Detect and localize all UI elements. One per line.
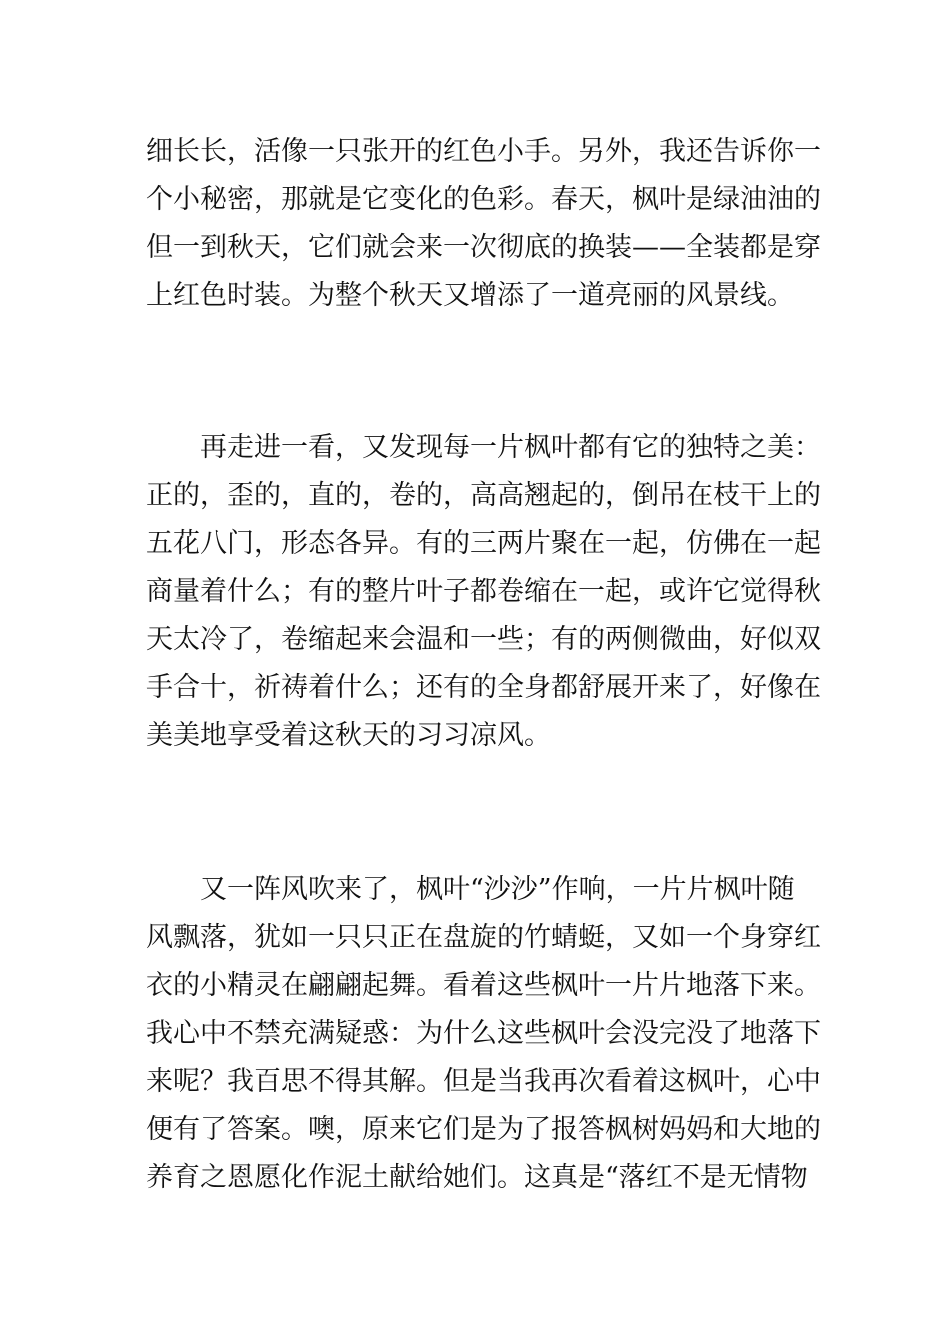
- text-line: 上红色时装。为整个秋天又增添了一道亮丽的风景线。: [146, 280, 794, 311]
- text-line: 美美地享受着这秋天的习习凉风。: [146, 720, 551, 751]
- text-line: 来呢？我百思不得其解。但是当我再次看着这枫叶，心中: [146, 1066, 821, 1097]
- paragraph-3: [146, 866, 821, 1202]
- text-line: 个小秘密，那就是它变化的色彩。春天，枫叶是绿油油的: [146, 184, 821, 215]
- text-line: 但一到秋天，它们就会来一次彻底的换装——全装都是穿: [146, 232, 821, 263]
- text-line: 天太冷了，卷缩起来会温和一些；有的两侧微曲，好似双: [146, 624, 821, 655]
- text-line: 商量着什么；有的整片叶子都卷缩在一起，或许它觉得秋: [146, 576, 821, 607]
- text-line: 手合十，祈祷着什么；还有的全身都舒展开来了，好像在: [146, 672, 821, 703]
- text-line: 衣的小精灵在翩翩起舞。看着这些枫叶一片片地落下来。: [146, 970, 821, 1001]
- paragraph-1: [146, 128, 821, 320]
- text-line: 风飘落，犹如一只只正在盘旋的竹蜻蜓，又如一个身穿红: [146, 922, 821, 953]
- text-line: 五花八门，形态各异。有的三两片聚在一起，仿佛在一起: [146, 528, 821, 559]
- paragraph-2: [146, 424, 821, 760]
- text-line: 养育之恩愿化作泥土献给她们。这真是“落红不是无情物: [146, 1162, 808, 1193]
- text-line: 细长长，活像一只张开的红色小手。另外，我还告诉你一: [146, 136, 821, 167]
- text-line: 便有了答案。噢，原来它们是为了报答枫树妈妈和大地的: [146, 1114, 821, 1145]
- text-line: 再走进一看，又发现每一片枫叶都有它的独特之美：: [200, 432, 821, 463]
- text-line: 正的，歪的，直的，卷的，高高翘起的，倒吊在枝干上的: [146, 480, 821, 511]
- text-line: 又一阵风吹来了，枫叶“沙沙”作响，一片片枫叶随: [200, 874, 795, 905]
- text-line: 我心中不禁充满疑惑：为什么这些枫叶会没完没了地落下: [146, 1018, 821, 1049]
